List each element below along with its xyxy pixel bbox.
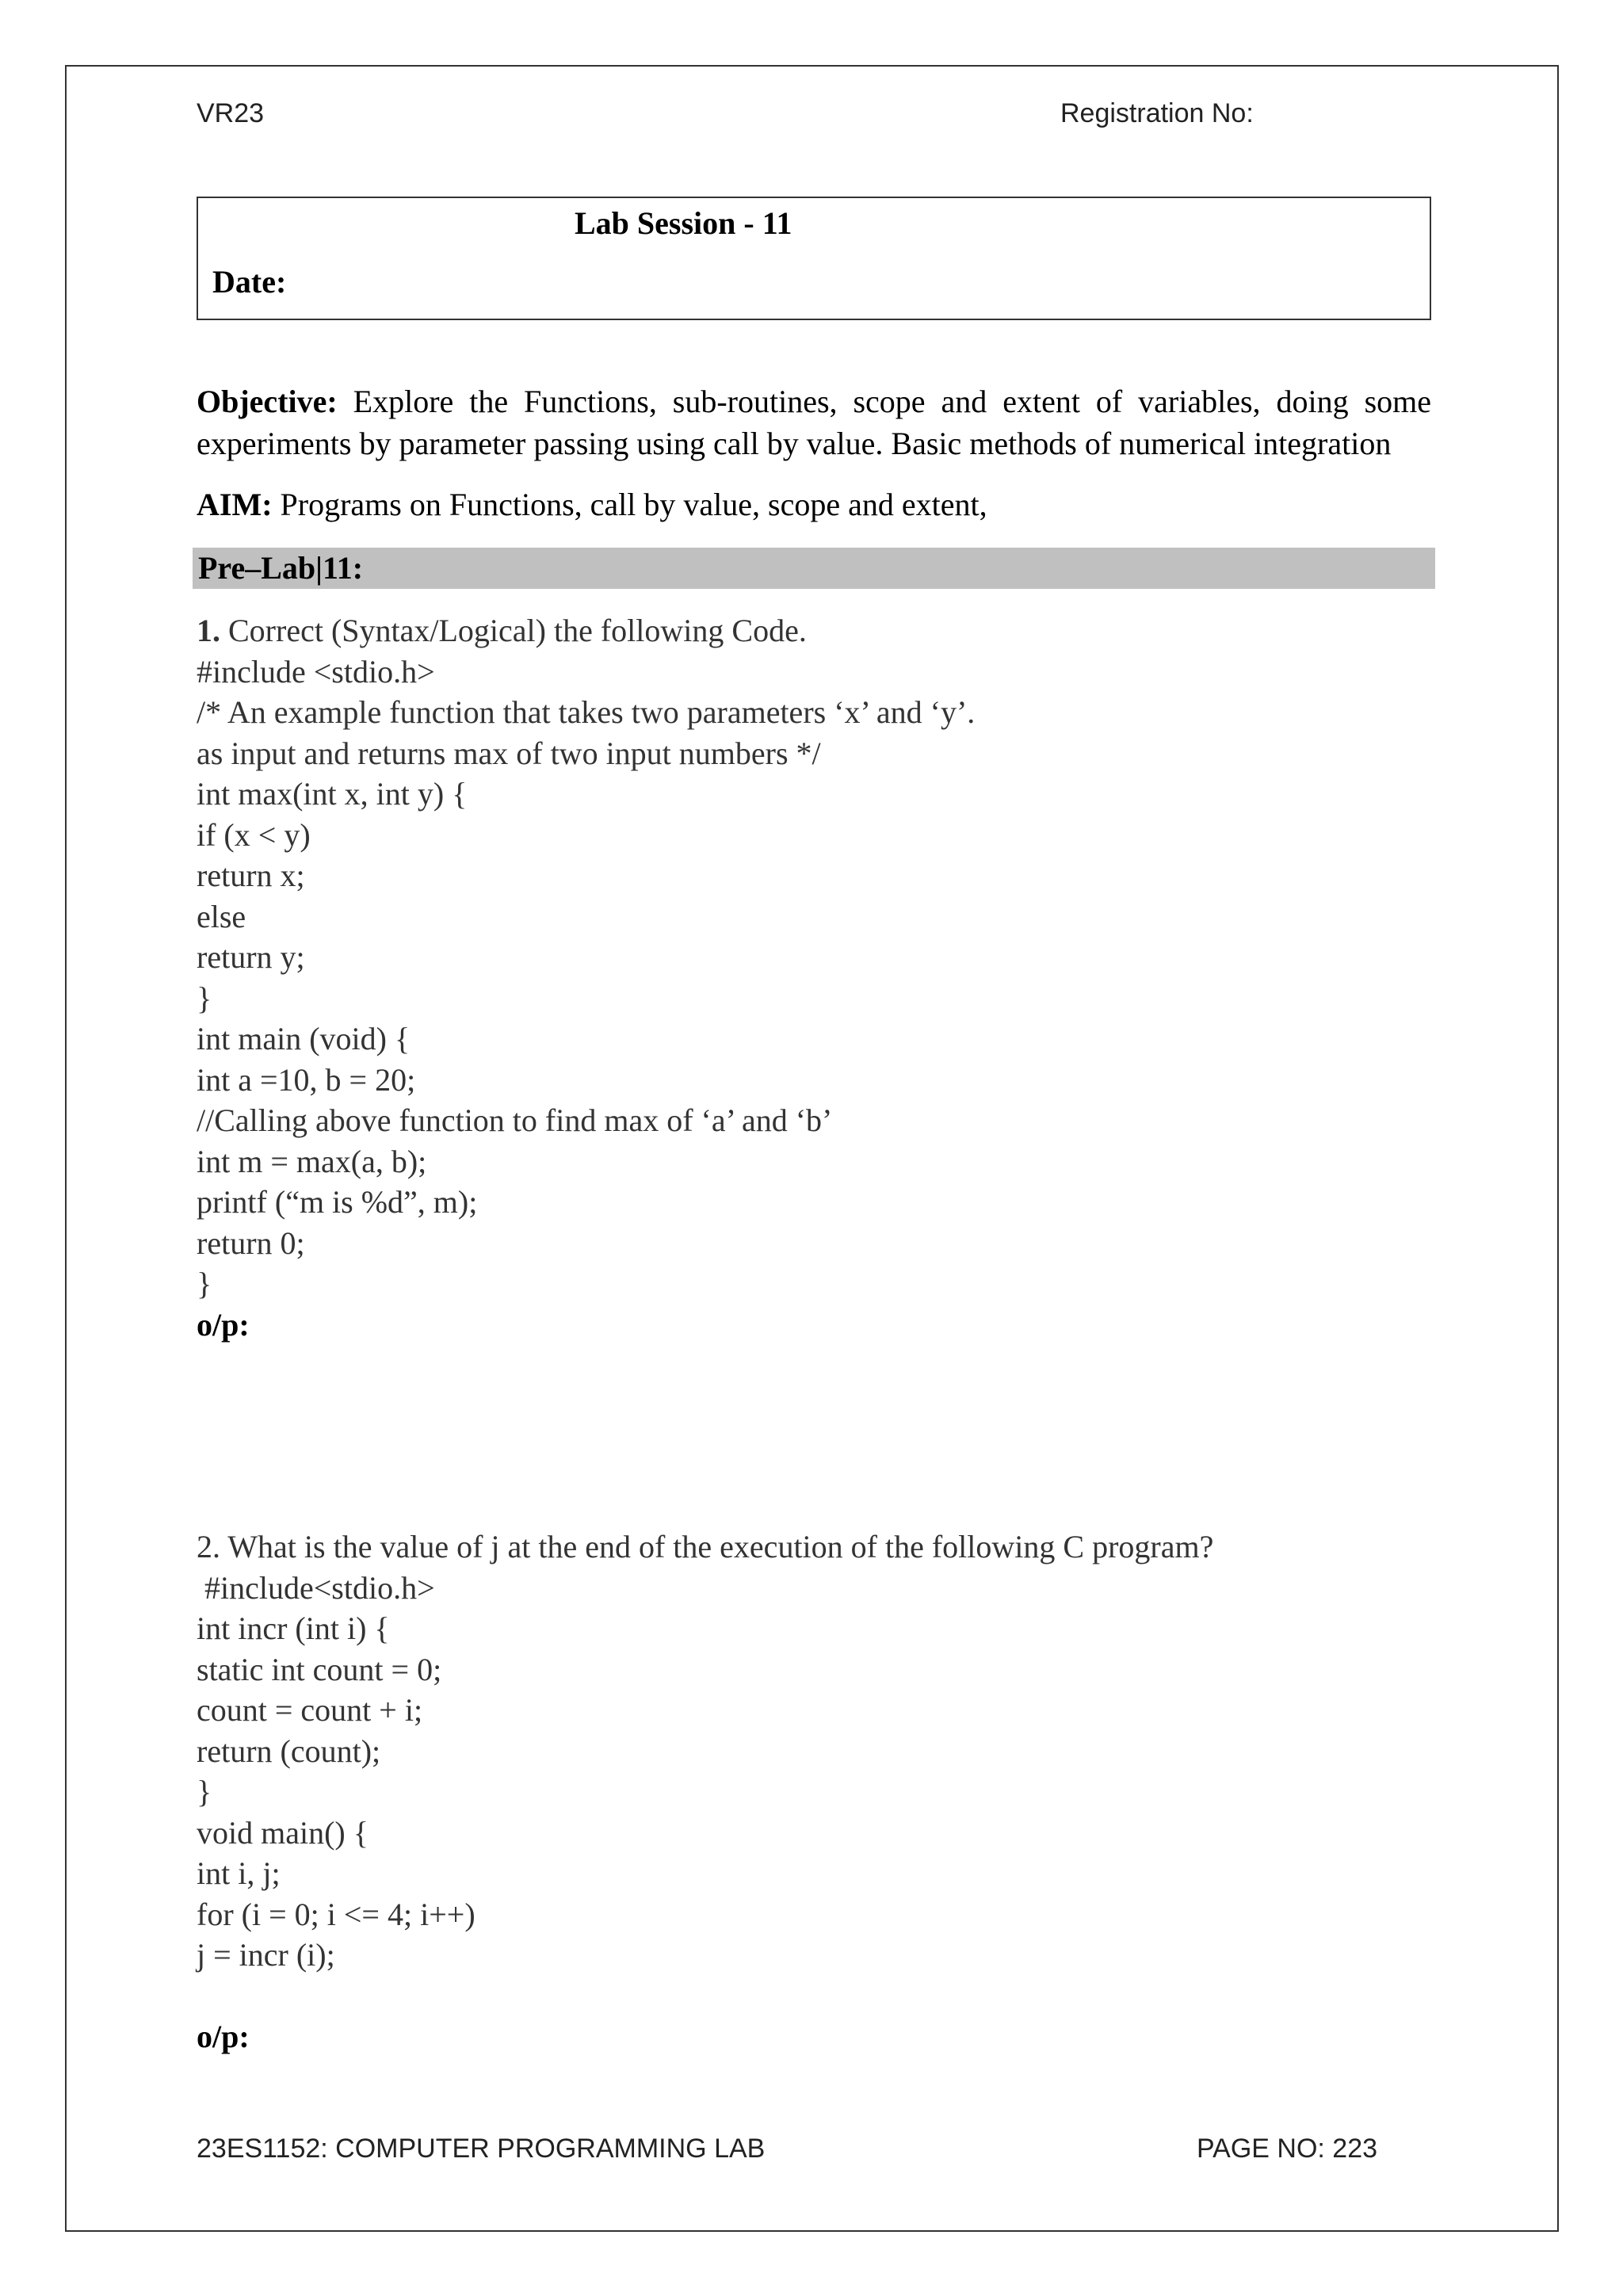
code-line: } (197, 1266, 212, 1301)
session-box (197, 197, 1431, 320)
aim-label: AIM: (197, 487, 273, 522)
code-line: } (197, 980, 212, 1016)
objective-text: Explore the Functions, sub-routines, scope and extent of variables, doing some experiments by parameter passing using call by value. Basic methods of numerical integration (197, 384, 1431, 461)
code-line: j = incr (i); (197, 1937, 335, 1973)
question-2 (197, 1526, 1213, 2057)
question-1-title: 1. Correct (Syntax/Logical) the following Code. (197, 613, 807, 648)
question-2-title: 2. What is the value of j at the end of the execution of the following C program? (197, 1529, 1214, 1564)
objective-paragraph (197, 380, 1431, 464)
code-line: //Calling above function to find max of ‘a’ and ‘b’ (197, 1102, 833, 1138)
code-line: for (i = 0; i <= 4; i++) (197, 1896, 475, 1932)
question-1-number: 1. (197, 613, 220, 648)
code-line: else (197, 898, 246, 934)
code-line: as input and returns max of two input numbers */ (197, 735, 821, 771)
code-line: int incr (int i) { (197, 1610, 390, 1646)
code-line: return 0; (197, 1224, 305, 1261)
question-1-output-label: o/p: (197, 1306, 250, 1343)
code-line: } (197, 1774, 212, 1809)
session-date-label: Date: (212, 264, 287, 300)
code-line: int m = max(a, b); (197, 1143, 427, 1179)
prelab-heading: Pre–Lab|11: (198, 550, 364, 586)
code-line: /* An example function that takes two parameters ‘x’ and ‘y’. (197, 694, 976, 730)
code-line: int i, j; (197, 1855, 281, 1891)
code-line: printf (“m is %d”, m); (197, 1184, 478, 1220)
code-line: return y; (197, 939, 305, 975)
prelab-heading-bar (193, 548, 1435, 589)
header-version: VR23 (197, 98, 265, 128)
aim-paragraph (197, 483, 987, 525)
code-line: void main() { (197, 1814, 369, 1851)
footer-course: 23ES1152: COMPUTER PROGRAMMING LAB (197, 2134, 766, 2164)
code-line: return x; (197, 858, 305, 893)
code-line: #include<stdio.h> (197, 1569, 435, 1606)
code-line: static int count = 0; (197, 1651, 442, 1687)
header-registration: Registration No: (1060, 98, 1254, 128)
code-line: int max(int x, int y) { (197, 776, 468, 812)
objective-label: Objective: (197, 384, 338, 419)
code-line: if (x < y) (197, 816, 311, 853)
code-line: #include <stdio.h> (197, 653, 435, 690)
session-title: Lab Session - 11 (575, 205, 792, 241)
footer-page-number: PAGE NO: 223 (1197, 2134, 1378, 2164)
question-2-output-label: o/p: (197, 2019, 250, 2054)
code-line: count = count + i; (197, 1692, 423, 1728)
code-line: int main (void) { (197, 1021, 411, 1056)
code-line: return (count); (197, 1733, 381, 1769)
question-1 (197, 610, 975, 1345)
aim-text: Programs on Functions, call by value, scope and extent, (272, 487, 987, 522)
code-line: int a =10, b = 20; (197, 1061, 416, 1098)
